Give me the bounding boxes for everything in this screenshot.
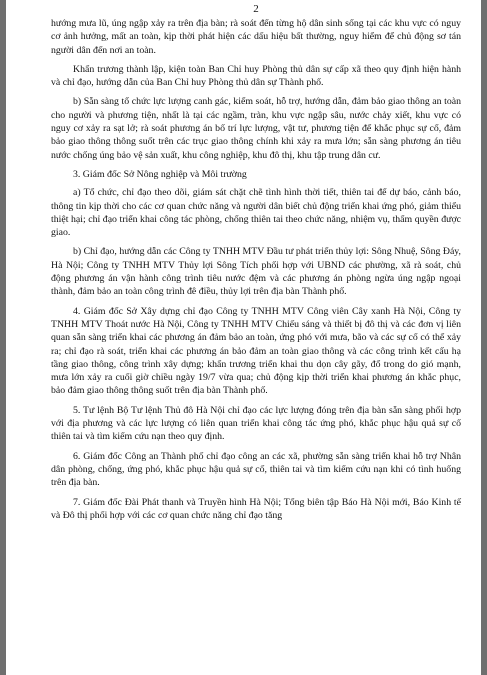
paragraph-item-5-capital-command: 5. Tư lệnh Bộ Tư lệnh Thủ đô Hà Nội chỉ đạo các lực lượng đóng trên địa bàn sẵn sàng phối hợp với địa phương và các lực lượng có liên quan triển khai công tác ứng phó, khắc phục hậu quả sự cố thiên tai và tìm kiếm cứu nạn theo quy định. — [51, 404, 461, 443]
section-heading-agriculture: 3. Giám đốc Sở Nông nghiệp và Môi trường — [73, 168, 247, 180]
paragraph-item-b-traffic: b) Sẵn sàng tổ chức lực lượng canh gác, kiểm soát, hỗ trợ, hướng dẫn, đảm bảo giao thông an toàn cho người và phương tiện, nhất là tại các ngầm, tràn, khu vực ngập sâu, nước chảy xiết, khu vực có nguy cơ xảy ra sạt lở; rà soát phương án bố trí lực lượng, vật tư, phương tiện để khắc phục sự cố, đảm bảo giao thông thông suốt trên các trục giao thông chính khi xảy ra mưa lớn; sẵn sàng phương án tiêu nước chống úng bảo vệ sản xuất, khu công nghiệp, khu đô thị, khu tập trung dân cư. — [51, 96, 461, 161]
paragraph-continuation: hướng mưa lũ, úng ngập xảy ra trên địa bàn; rà soát đến từng hộ dân sinh sống tại các khu vực có nguy cơ ảnh hưởng, mất an toàn, kịp thời phát hiện các dấu hiệu bất thường, nguy hiểm để chủ động sơ tán người dân đến nơi an toàn. — [51, 18, 461, 56]
paragraph-item-a-monitoring: a) Tổ chức, chỉ đạo theo dõi, giám sát chặt chẽ tình hình thời tiết, thiên tai để dự báo, cảnh báo, thông tin kịp thời cho các cơ quan chức năng và người dân biết chủ động triển khai ứng phó, giảm thiểu thiệt hại; chỉ đạo triển khai công tác phòng, chống thiên tai theo chức năng, nhiệm vụ, thẩm quyền được giao. — [51, 187, 461, 239]
document-page — [6, 0, 481, 675]
paragraph-item-7-media: 7. Giám đốc Đài Phát thanh và Truyền hình Hà Nội; Tổng biên tập Báo Hà Nội mới, Báo Kinh tế và Đô thị phối hợp với các cơ quan chức năng chỉ đạo tăng — [51, 496, 461, 521]
paragraph-item-6-police: 6. Giám đốc Công an Thành phố chỉ đạo công an các xã, phường sẵn sàng triển khai hỗ trợ Nhân dân phòng, chống, ứng phó, khắc phục hậu quả sự cố, thiên tai và tìm kiếm cứu nạn khi có tình huống trên địa bàn. — [51, 450, 461, 489]
paragraph-civil-defense: Khẩn trương thành lập, kiện toàn Ban Chỉ huy Phòng thủ dân sự cấp xã theo quy định hiện hành và chỉ đạo, hướng dẫn của Ban Chỉ huy Phòng thủ dân sự Thành phố. — [51, 63, 461, 89]
paragraph-item-b-irrigation: b) Chỉ đạo, hướng dẫn các Công ty TNHH MTV Đầu tư phát triển thủy lợi: Sông Nhuệ, Sông Đáy, Hà Nội; Công ty TNHH MTV Thủy lợi Sông Tích phối hợp với UBND các phường, xã rà soát, chủ động phương án vận hành công trình tiêu nước đệm và các phương án phòng ngừa úng ngập ngoại thành, đảm bảo an toàn công trình đê điều, thủy lợi trên địa bàn Thành phố. — [51, 246, 461, 298]
page-number: 2 — [253, 3, 259, 15]
paragraph-item-4-construction: 4. Giám đốc Sở Xây dựng chỉ đạo Công ty TNHH MTV Công viên Cây xanh Hà Nội, Công ty TNHH MTV Thoát nước Hà Nội, Công ty TNHH MTV Chiếu sáng và thiết bị đô thị và các đơn vị liên quan sẵn sàng triển khai các phương án đảm bảo an toàn, ứng phó với mưa, bão và các sự cố có thể xảy ra; chỉ đạo rà soát, triển khai các phương án bảo đảm an toàn giao thông và các công trình kết cấu hạ tầng giao thông, công trình xây dựng; khẩn trương triển khai thu dọn cây gãy, đổ trong do gió mạnh, mưa lớn xảy ra cuối giờ chiều ngày 19/7 vừa qua; chủ động kịp thời triển khai phương án khắc phục, bảo đảm giao thông thông suốt trên địa bàn Thành phố. — [51, 305, 461, 397]
